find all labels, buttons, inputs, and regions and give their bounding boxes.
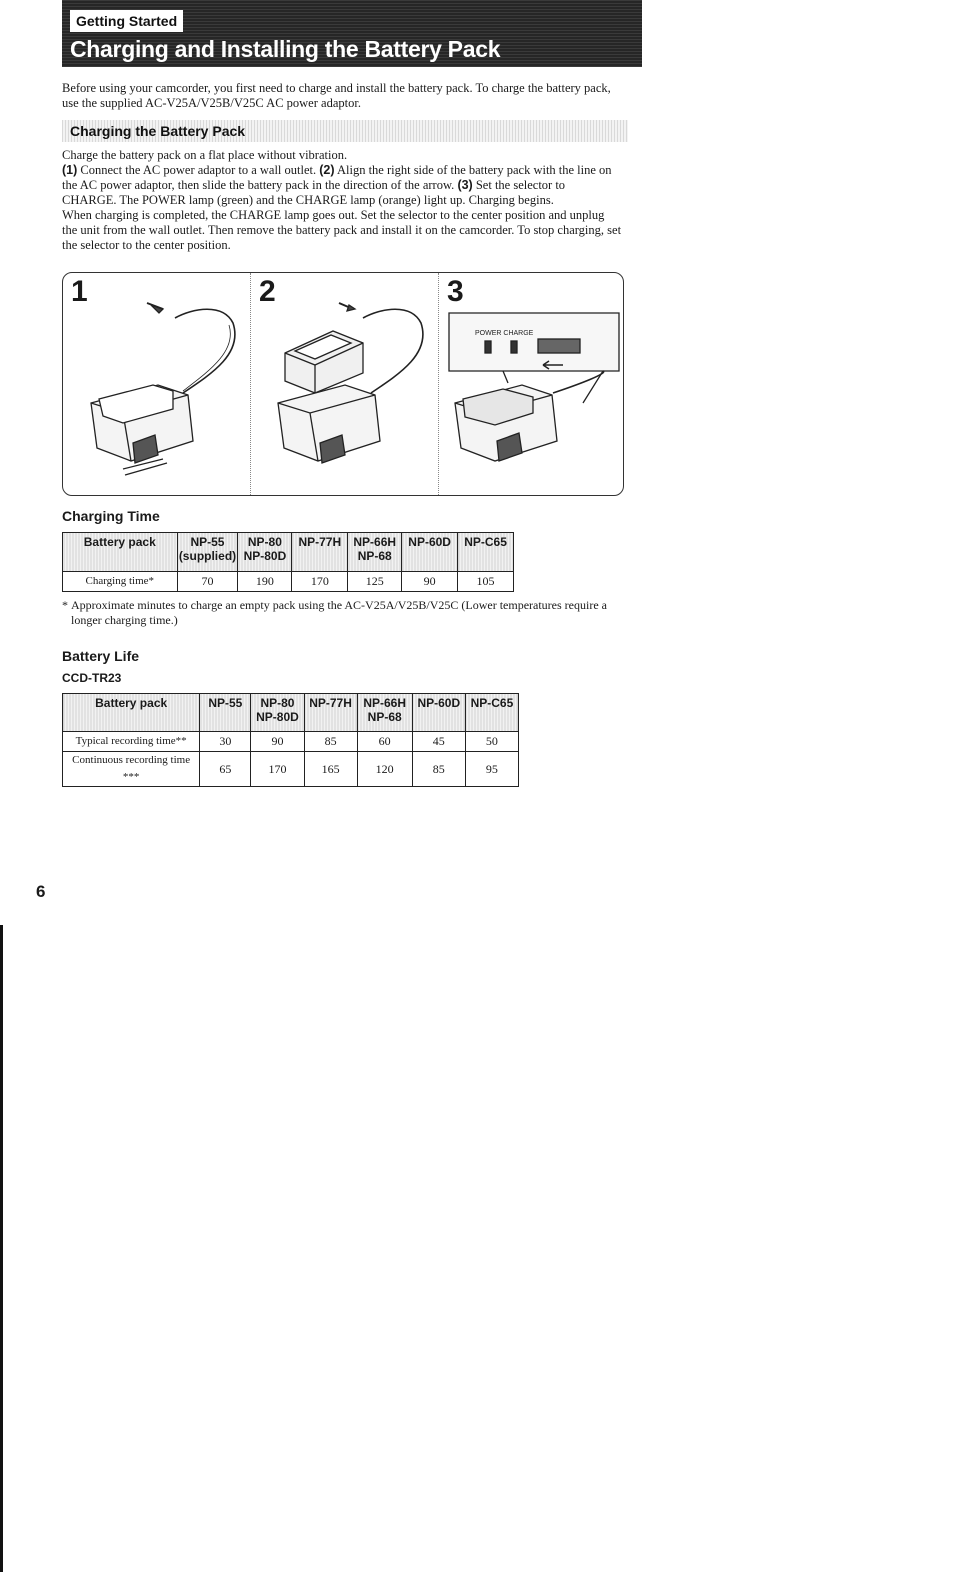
header-npc65: NP-C65 [465,694,518,732]
panel-number-2: 2 [259,275,276,308]
table-cell: 170 [292,572,348,592]
power-cord-2 [363,309,423,393]
step-2-number: (2) [319,163,335,177]
instruction-line-1: Charge the battery pack on a flat place without vibration. [62,148,348,162]
inset-label: POWER CHARGE [475,330,534,337]
footnote-mark: * [62,598,68,612]
battery-pack [285,331,363,393]
header-np66h: NP-66H NP-68 [348,533,402,572]
charging-footnote [62,598,632,628]
table-cell: 85 [304,732,357,752]
table-cell: 105 [458,572,514,592]
row-label: Typical recording time** [63,732,200,752]
model-name: CCD-TR23 [62,671,122,685]
table-cell: 70 [177,572,238,592]
table-cell: 50 [465,732,518,752]
table-cell: 30 [200,732,251,752]
charging-time-heading: Charging Time [62,508,160,524]
header-battery-pack: Battery pack [63,533,178,572]
battery-life-table [62,693,519,787]
header-np60d: NP-60D [402,533,458,572]
table-cell: 85 [412,752,465,787]
table-cell: 45 [412,732,465,752]
panel-number-3: 3 [447,275,464,308]
table-cell: 95 [465,752,518,787]
page-title: Charging and Installing the Battery Pack [70,36,501,62]
ac-adaptor-2 [278,385,380,463]
illustration-drawing [63,273,625,497]
table-cell: 125 [348,572,402,592]
header-np77h: NP-77H [292,533,348,572]
header-np77h: NP-77H [304,694,357,732]
charging-instructions [62,148,622,253]
step-3-number: (3) [457,178,473,192]
header-np55: NP-55 [200,694,251,732]
row-label: Charging time* [63,572,178,592]
header-np60d: NP-60D [412,694,465,732]
intro-paragraph: Before using your camcorder, you first need to charge and install the battery pack. To charge the battery pack, use the supplied AC-V25A/V25B/V25C AC power adaptor. [62,81,611,110]
table-cell: 170 [251,752,304,787]
footnote-text: Approximate minutes to charge an empty pack using the AC-V25A/V25B/V25C (Lower temperatures require a longer charging time.) [71,598,607,627]
section-tab: Getting Started [70,10,183,32]
step-2-text: Align the right side of the battery pack with the line on the AC power adaptor, then slide the battery pack in the direction of the arrow. [62,163,612,192]
header-np66h: NP-66H NP-68 [357,694,412,732]
table-row [63,732,519,752]
header-np55: NP-55 (supplied) [177,533,238,572]
table-row [63,752,519,787]
panel-number-1: 1 [71,275,88,308]
ac-adaptor-1 [91,385,193,475]
table-cell: 165 [304,752,357,787]
table-cell: 190 [238,572,292,592]
table-cell: 65 [200,752,251,787]
step-1-text: Connect the AC power adaptor to a wall outlet. [77,163,320,177]
header-battery-pack: Battery pack [63,694,200,732]
header-npc65: NP-C65 [458,533,514,572]
table-cell: 90 [251,732,304,752]
table-row [63,572,514,592]
page-edge [0,925,3,1572]
row-label: Continuous recording time *** [63,752,200,787]
ac-adaptor-3 [455,385,557,461]
power-cord-1 [175,309,235,393]
page-number: 6 [36,882,46,901]
table-header-row [63,694,519,732]
header-np80: NP-80 NP-80D [251,694,304,732]
table-cell: 90 [402,572,458,592]
header-np80: NP-80 NP-80D [238,533,292,572]
instruction-steps [62,163,622,208]
table-cell: 120 [357,752,412,787]
table-cell: 60 [357,732,412,752]
charging-illustration [62,272,624,496]
completion-text: When charging is completed, the CHARGE lamp goes out. Set the selector to the center position and unplug the unit from the wall outlet. Then remove the battery pack and install it on the camcorder. To stop charging, set the selector to the center position. [62,208,622,252]
charging-time-table [62,532,514,592]
battery-life-heading: Battery Life [62,648,140,664]
step-1-number: (1) [62,163,78,177]
subheading-charging: Charging the Battery Pack [70,123,246,139]
step-3-text: Set the selector to CHARGE. The POWER lamp (green) and the CHARGE lamp (orange) light up. Charging begins. [62,178,566,207]
table-header-row [63,533,514,572]
